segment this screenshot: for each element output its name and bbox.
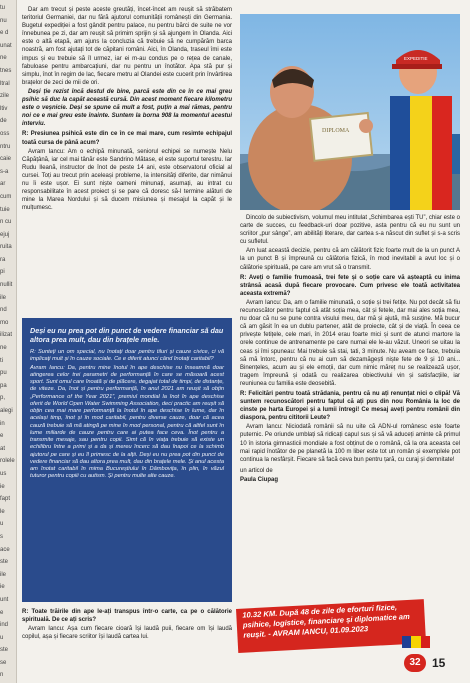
margin-fragment: tuie <box>0 206 10 213</box>
margin-fragment: ltiv <box>0 105 8 112</box>
paragraph-2: Deși ție rezist încă destul de bine, parcă este din ce în ce mai greu psihic să duc la capăt această cursă. Din acest moment fiecare kilometru este o veșnicie. Deși se spune că mult a fost, puțin a mai rămas, pentru noi ce e mai greu este înainte. Suntem la borna 908 la momentul acestui interviu. <box>22 88 232 128</box>
paragraph-1: Dar am trecut și peste aceste greutăți, încet-încet am reușit să străbatem teritoriul Germaniei, dar nu fără ajutorul comunității românești din Germania. Bugetul expediției a fost gândit pentru palace, nu pentru bărci de suite ne vor înnebunea pe zi, dar am reușit să primim sprijin și să ajungem în Olanda. Aici este o altă etapă, am ajuns la concluzia că trebuie să ne cumpărăm barca noastră, am fost ajutați tot de căpitani români. Aici, în Olanda, traseul îmi este impus și eu trebuie să îl urmez, iar ei m-au condus pe o rețea de canale, fabuloase pentru ambarcațiuni, dar nu pentru un înotător. Apa stă pur și simplu, înot în regim de lac, fiecare metru al Olandei este cucerit prin învârtirea brațelor de zeci de mii de ori. <box>22 7 232 86</box>
right-column-text <box>240 214 460 654</box>
margin-fragment: le <box>0 508 5 515</box>
quote-body <box>22 349 232 481</box>
margin-fragment: pu <box>0 370 7 377</box>
margin-fragment: rolele <box>0 458 15 465</box>
question-message: R: Felicitări pentru toată strădania, pentru că nu ați renunțat nici o clipă! Vă suntem recunoscători pentru faptul că ați pus din nou România la loc de cinste pe harta Europei și a lumii întregi! Ce mesaj aveți pentru românii din diaspora, pentru cititorii Leute? <box>240 390 460 422</box>
margin-fragment: ra <box>0 256 6 263</box>
margin-fragment: se <box>0 659 7 666</box>
margin-fragment: ntru <box>0 143 11 150</box>
margin-fragment: nd <box>0 307 7 314</box>
margin-fragment: ar <box>0 181 6 188</box>
margin-fragment: tu <box>0 5 6 11</box>
margin-fragment: nu <box>0 17 7 24</box>
margin-fragment: alegi <box>0 408 13 414</box>
answer-1: Avram Iancu: Am o echipă minunată, seniorul echipei se numește Nelu Căpățână, iar cel mai tânăr este Sandrino Mătase, el este suportul terestru. Iar Rudu Ileană, instructor de înot de peste 14 ani, este observatorul oficial al cursei. Toți au trecut prin aceleași probleme, la intensități diferite, dar nimănui nu îi este ușor. Ei sunt niște oameni minunați, asumați, au intrat cu responsabilitate în acest proiect și se pare că doresc să-l termine alături de mine la Marea Nordului și să ducem misiunea și mesajul la capăt și le mulțumesc. <box>22 148 232 212</box>
margin-fragment: n <box>0 672 4 679</box>
answer-message: Avram Iancu: Niciodată românii să nu uite că ADN-ul românesc este foarte puternic. Pe oriunde umblați să ridicați capul sus și să vă aduceți aminte că primul 10 în istoria gimnasticii mondiale a fost obținut de o română, că la ora aceasta cel mai rapid înotător de pe planetă la 100 m liber este tot un român și exemplele pot continua la nesfârșit. Fiecare să facă ceva bun pentru țară, cu curaj și demnitate! <box>240 424 460 463</box>
margin-fragment: n cu <box>0 219 12 226</box>
margin-fragment: mo <box>0 319 9 326</box>
quote-banner: 10.32 KM. După 48 de zile de eforturi fizice, psihice, logistice, financiare și diplomatice am reușit. - AVRAM IANCU, 01.09.2023 <box>236 599 426 653</box>
margin-fragment: us <box>0 470 7 477</box>
margin-fragment: ile <box>0 294 7 301</box>
margin-fragment: s <box>0 533 3 540</box>
left-bottom-text <box>22 606 232 656</box>
answer-books: Avram Iancu: Așa cum fiecare cioară își laudă puii, fiecare om își laudă copilul, așa și fiecare scriitor își laudă cartea lui. <box>22 626 232 641</box>
margin-fragment: ie <box>0 584 5 591</box>
margin-fragment: tnes <box>0 67 12 74</box>
margin-fragment: nullit <box>0 282 13 289</box>
romania-flag-icon <box>402 636 430 648</box>
margin-fragment: e d <box>0 30 9 37</box>
right-paragraph-2: Am luat această decizie, pentru că am călătorit fizic foarte mult de la un punct A la un punct B și împreună cu călătoria fizică, în mod inevitabil a avut loc și o călătorie spirituală, pe care am vrut să o transmit. <box>240 248 460 271</box>
quote-question: R: Sunteți un om special, nu înotați doar pentru tiluri și cauze civice, ci vă implicați mult și în cauze sociale. Ce e diferit atunci când înotați caritabil? <box>30 349 224 363</box>
margin-fragment: u <box>0 521 4 528</box>
margin-fragment: in <box>0 420 5 427</box>
answer-family: Avram Iancu: Da, am o familie minunată, o soție și trei fetițe. Nu pot decât să fiu recunoscător pentru faptul că atât soția mea, cât și fetele, dar mai ales soția mea, nu doar că nu se pune contra visului meu, dar mă și ajută, mă susține. Mă bucur că am găsit în ea un dublu partener, atât de proiecte, cât și de viață. În ceea ce privește fetițele, cele mari, în 2014 erau foarte mici și sunt de atunci martore la orele continue de antrenamente pe care numai ele le-au văzut. Uneori se uitau la ceas și îmi spuneau: Mai trebuie să stai, tati, 3 minute. Nu aveam ce face, trebuia să mă întorc, pentru că nu ai cum să dezamăgești niște fete de 9 și 10 ani... Binențeles, acum au și ele emoții, dar cum nimic măreț nu se realizează ușor, tragem împreună și odată cu realizarea obiectivului vin și satisfacțiile, iar reuniunea cu familia este deosebită. <box>240 299 460 387</box>
margin-fragment: ne <box>0 55 7 62</box>
margin-fragment: de <box>0 118 7 125</box>
margin-fragment: caie <box>0 156 12 163</box>
question-family: R: Aveți o familie frumoasă, trei fete și o soție care vă așteaptă cu inima strânsă acasă după fiecare provocare. Cum privesc ele toată activitatea aceasta extremă? <box>240 274 460 297</box>
margin-fragment: s-a <box>0 168 9 175</box>
margin-fragment: ace <box>0 546 10 553</box>
margin-fragment: p, <box>0 395 6 402</box>
margin-fragment: ind <box>0 622 9 629</box>
margin-fragment: unat <box>0 42 12 49</box>
previous-page-edge <box>0 0 17 683</box>
left-column-text <box>22 6 232 316</box>
quote-answer: Avram Iancu: Da, pentru mine înotul în ape deschise nu înseamnă doar atingerea celor trei parametri de performanță în care se măsoară acest sport. Sunt omul care înoată și de plăcere, degajat total de timpi, de distanțe, de viteze. Da, înot și pentru performanță, în anul 2021 am reușit să obțin „Performance of the Year 2021”, premiul mondial la înot în ape deschise oferit de World Open Water Swimming Association, deci practic am reușit să obțin cea mai mare performanță la înotul în ape deschise în lume, dar în același timp, înot și în mod caritabil, pentru diverse cauze, doar că acea cauză trebuie să mă atingă pe mine în mod personal, pentru că altfel sunt în lume miliarde de cauze pentru care ai putea face ceva. Înot pentru a transmite mesaje, sau pentru copii. Simt că în viața trebuie să existe un echilibru între a primi și a da și mereu încerc să dau înapoi ce la schimb ajutorul pe care și eu îl primesc de la alții. Deși eu nu prea pot din punct de vedere financiar să dau altora prea mult, dau din brațele mele. Și anul acesta am înotat caritabil în mima Bucureștiului în Dâmbovița, în plin, în văzul tuturor pentru copiii cu autism. Și pentru multe alte cauze. <box>30 364 224 480</box>
margin-fragment: unt <box>0 596 9 603</box>
margin-fragment: pa <box>0 382 7 389</box>
margin-fragment: e <box>0 433 4 440</box>
margin-fragment: u <box>0 634 4 641</box>
flag-stripe <box>402 636 411 648</box>
margin-fragment: ste <box>0 647 9 654</box>
margin-fragment: ruita <box>0 244 12 251</box>
margin-fragment: ltral <box>0 80 10 87</box>
cap-text: EXPEDITIE <box>404 56 428 61</box>
flag-stripe <box>411 636 420 648</box>
question-books: R: Toate trăirile din ape le-ați transpus într-o carte, ca pe o călătorie spirituală. De ce ați scris? <box>22 609 232 624</box>
margin-fragment: ie <box>0 483 5 490</box>
quote-heading: Deși eu nu prea pot din punct de vedere financiar să dau altora prea mult, dau din brațele mele. <box>30 326 224 344</box>
margin-fragment: ejuj <box>0 231 10 238</box>
margin-fragment: oss <box>0 130 10 137</box>
margin-fragment: zile <box>0 93 10 100</box>
margin-fragment: at <box>0 445 6 452</box>
flag-stripe <box>421 636 430 648</box>
question-1: R: Presiunea psihică este din ce în ce mai mare, cum resimte echipajul toată cursa de până acum? <box>22 131 232 146</box>
certificate-text: DIPLOMA <box>322 128 350 134</box>
margin-fragment: ti <box>0 357 3 364</box>
margin-fragment: cum <box>0 193 12 200</box>
photo-swimmer-with-diploma <box>240 14 460 210</box>
byline-prefix: un articol de <box>240 467 273 474</box>
margin-fragment: ne <box>0 345 7 352</box>
margin-fragment: e <box>0 609 4 616</box>
byline-author: Paula Ciupag <box>240 476 279 483</box>
quote-box <box>22 318 232 602</box>
page-badge: 32 <box>404 654 426 672</box>
margin-fragment: ste <box>0 559 9 566</box>
page-number: 15 <box>432 656 446 670</box>
right-paragraph-1: Dincolo de subiectivism, volumul meu intitulat „Schimbarea ești TU”, chiar este o carte de succes, cu feedback-uri doar pozitive, asta pentru că eu nu sunt un scriitor „pur sânge”, am abilități literare, dar cartea s-a născut din suflet și s-a scris cu sufletul. <box>240 215 460 246</box>
margin-fragment: fapt <box>0 496 11 503</box>
margin-fragment: pi <box>0 269 5 276</box>
margin-fragment: ilizat <box>0 332 13 339</box>
photo-illustration <box>240 14 460 210</box>
margin-fragment: ile <box>0 571 7 578</box>
